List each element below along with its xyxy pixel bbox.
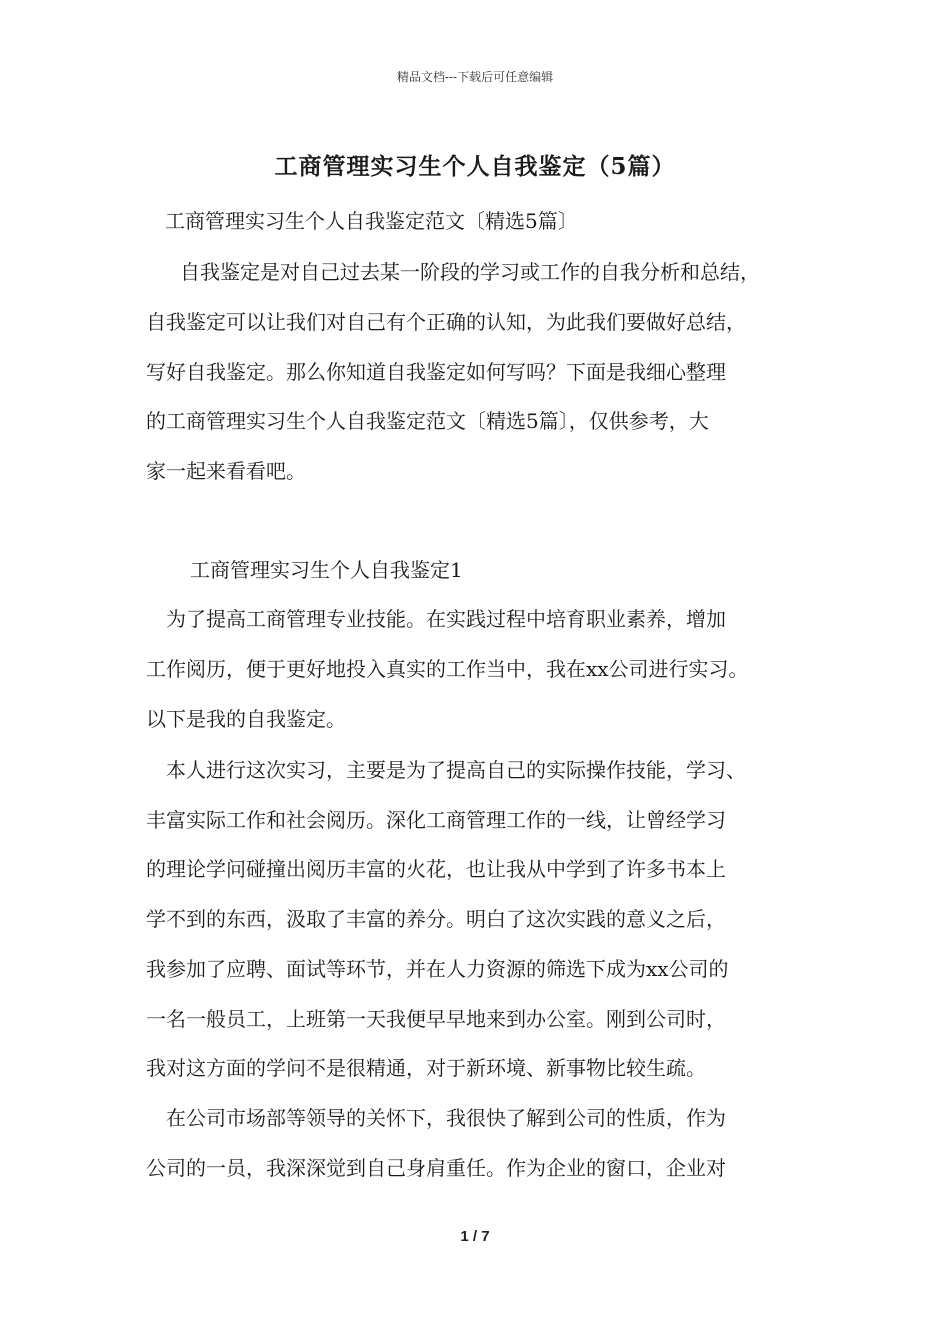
paragraph-line: 工作阅历，便于更好地投入真实的工作当中，我在xx公司进行实习。: [146, 657, 749, 681]
paragraph-line: 丰富实际工作和社会阅历。深化工商管理工作的一线，让曾经学习: [146, 808, 726, 832]
paragraph-line: 学不到的东西，汲取了丰富的养分。明白了这次实践的意义之后，: [146, 907, 726, 931]
page-number: 1 / 7: [460, 1228, 490, 1245]
paragraph-line: 本人进行这次实习，主要是为了提高自己的实际操作技能，学习、: [166, 758, 746, 782]
paragraph-line: 写好自我鉴定。那么你知道自我鉴定如何写吗？下面是我细心整理: [146, 360, 726, 384]
paragraph-line: 一名一般员工，上班第一天我便早早地来到办公室。刚到公司时，: [146, 1007, 726, 1031]
paragraph-line: 的理论学问碰撞出阅历丰富的火花，也让我从中学到了许多书本上: [146, 857, 726, 881]
document-title: 工商管理实习生个人自我鉴定（5篇）: [274, 153, 676, 180]
page-header: 精品文档---下载后可任意编辑: [396, 70, 554, 84]
paragraph-line: 自我鉴定可以让我们对自己有个正确的认知，为此我们要做好总结，: [146, 310, 746, 334]
paragraph-line: 家一起来看看吧。: [146, 459, 306, 483]
paragraph-line: 我参加了应聘、面试等环节，并在人力资源的筛选下成为xx公司的: [146, 957, 729, 981]
paragraph-line: 为了提高工商管理专业技能。在实践过程中培育职业素养，增加: [166, 607, 726, 631]
subtitle-line: 工商管理实习生个人自我鉴定范文〔精选5篇〕: [165, 209, 578, 233]
paragraph-line: 以下是我的自我鉴定。: [146, 707, 346, 731]
paragraph-line: 公司的一员，我深深觉到自己身肩重任。作为企业的窗口，企业对: [146, 1156, 726, 1180]
paragraph-line: 在公司市场部等领导的关怀下，我很快了解到公司的性质，作为: [166, 1106, 726, 1130]
paragraph-line: 的工商管理实习生个人自我鉴定范文〔精选5篇〕，仅供参考，大: [146, 409, 709, 433]
paragraph-line: 我对这方面的学问不是很精通，对于新环境、新事物比较生疏。: [146, 1056, 706, 1080]
section-heading: 工商管理实习生个人自我鉴定1: [190, 558, 463, 582]
paragraph-line: 自我鉴定是对自己过去某一阶段的学习或工作的自我分析和总结，: [180, 260, 760, 284]
